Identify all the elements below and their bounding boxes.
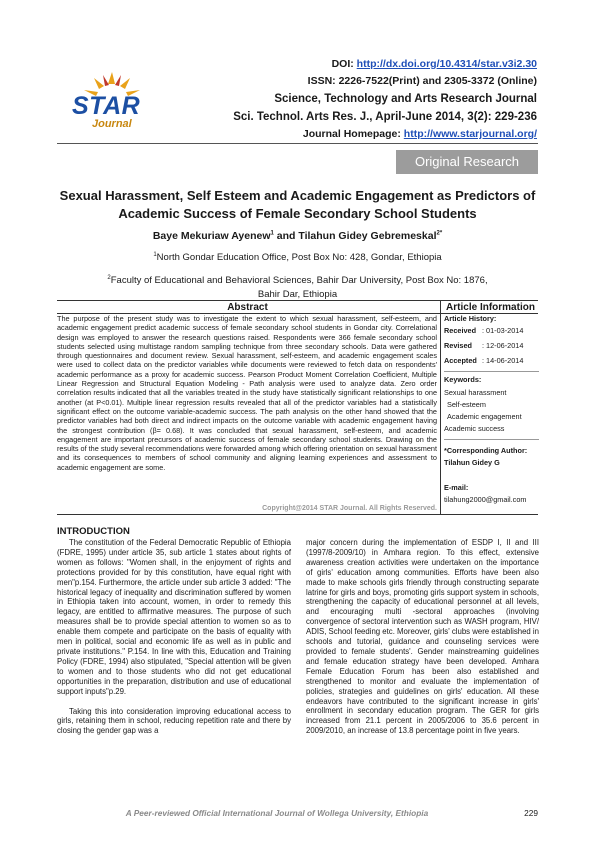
article-info-panel (444, 314, 539, 505)
body-paragraph: Taking this into consideration improving educational access to girls, retaining them in school, reducing repetition rate and there by closing the gender gap was a (57, 706, 291, 736)
accepted-row (444, 353, 539, 368)
copyright-notice: Copyright@2014 STAR Journal. All Rights Reserved. (262, 505, 437, 512)
affiliation-2-line-2: Bahir Dar, Ethiopia (257, 289, 338, 301)
affiliation-2 (57, 271, 538, 302)
logo-journal-text: Journal (92, 118, 132, 130)
info-separator (444, 371, 539, 372)
keyword-item: Self-esteem (447, 399, 486, 409)
page-number: 229 (524, 808, 538, 818)
logo-star-text: STAR (72, 92, 141, 120)
affiliation-1 (57, 252, 538, 263)
keywords-label: Keywords: (444, 375, 482, 385)
info-separator (444, 439, 539, 440)
revised-row (444, 338, 539, 353)
page-footer (57, 808, 538, 822)
journal-header (233, 56, 537, 143)
homepage-label: Journal Homepage: (302, 128, 404, 140)
footer-text: A Peer-reviewed Official International Journal of Wollega University, Ethiopia (125, 808, 429, 818)
email-label: E-mail: (444, 483, 469, 493)
abstract-text: The purpose of the present study was to investigate the extent to which sexual harassment, self-esteem, and academic engagement predict academic success of female secondary school students in Gondar city. Correlational design was employed to answer the research questions raised. Respondents were 366 female secondary school students selected using multistage random sampling technique from three secondary schools. Data were gathered through questionnaires and document review. Sexual harassment, self-esteem, and academic engagement scales were used to collect data on the predictor variables while documents were reviewed to fetch data on respondents' academic performance as a proxy for academic success. Pearson Product Moment Correlation Coefficient, Multiple Linear Regression and Structural Equation Modeling - Path analysis were used to analyze data. Zero order correlation results indicated that all the variables treated in the study have statistically significant relationships to one another (at P<0.01). Multiple linear regression results revealed that all of the predictor variables had a statistically significant effect on the outcome variable-academic success. The path analysis on the other hand showed that the predictor variables had both direct and indirect impacts on the outcome variable with academic engagement having the strongest contribution (β= 0.68). It was concluded that sexual harassment, self-esteem, and academic engagement are important precursors of academic success of female secondary school students. Drawing on the results of the study several recommendations were forwarded among which offering orientation on sexual harassment and its consequences to members of school community and aligning learning experiences and assessment to academic engagement are some. (57, 314, 437, 472)
author-2-sup: 2* (436, 230, 443, 237)
header-divider (57, 143, 538, 144)
doi-link[interactable]: http://dx.doi.org/10.4314/star.v3i2.30 (356, 58, 537, 70)
corresponding-label: *Corresponding Author: (444, 445, 528, 455)
body-paragraph: The constitution of the Federal Democratic Republic of Ethiopia (FDRE, 1995) under article 35, sub article 1 states about rights of women as follows: "Women shall, in the enjoyment of rights and protections provided for by this constitution, have equal right with men"p.154. Furthermore, the article under sub article 3 added: "The historical legacy of inequality and discrimination suffered by women in Ethiopia taken into account, women, in order to remedy this legacy, are entitled to affirmative measures. The purpose of such measures shall be to provide special attention to women so as to enable them compete and participate on the basis of equality with men in political, social and economic life as well as in public and private institutions." P.154. In line with this, Education and Training Policy (FDRE, 1994) also stipulated, "Special attention will be given to women and to those students who did not get educational opportunities in the preparation, distribution and use of educational support inputs"p.29. (57, 538, 291, 696)
homepage-line (233, 126, 537, 143)
affiliation-1-sup: 1 (153, 252, 157, 258)
homepage-link[interactable]: http://www.starjournal.org/ (403, 128, 537, 140)
doi-line (233, 56, 537, 73)
received-value: : 01-03-2014 (482, 326, 524, 336)
article-info-heading: Article Information (446, 302, 535, 313)
affiliation-1-text: North Gondar Education Office, Post Box No: 428, Gondar, Ethiopia (156, 252, 442, 264)
keyword-item: Academic success (444, 423, 505, 433)
title-line-1: Sexual Harassment, Self Esteem and Academic Engagement as Predictors of (59, 188, 536, 203)
issn-line: ISSN: 2226-7522(Print) and 2305-3372 (Online) (307, 75, 537, 87)
received-row (444, 323, 539, 338)
author-1-sup: 1 (270, 230, 274, 237)
abstract-top-rule (57, 300, 538, 301)
author-1: Baye Mekuriaw Ayenew (152, 230, 271, 242)
keyword-item: Sexual harassment (444, 387, 507, 397)
revised-value: : 12-06-2014 (482, 341, 524, 351)
journal-logo (72, 72, 152, 142)
corresponding-name: Tilahun Gidey G (444, 457, 500, 467)
title-line-2: Academic Success of Female Secondary School Students (118, 206, 477, 221)
keyword-item: Academic engagement (447, 411, 522, 421)
accepted-label: Accepted (444, 356, 477, 366)
author-connector: and (273, 230, 299, 242)
history-label: Article History: (444, 314, 497, 323)
abstract-column-divider (440, 301, 441, 514)
body-column-left (57, 538, 291, 736)
received-label: Received (444, 326, 477, 336)
affiliation-2-sup: 2 (107, 275, 111, 281)
abstract-heading: Abstract (227, 302, 268, 313)
article-title (57, 187, 538, 223)
accepted-value: : 14-06-2014 (482, 356, 524, 366)
author-2: Tilahun Gidey Gebremeskal (298, 230, 437, 242)
author-list (57, 230, 538, 242)
affiliation-2-line-1: Faculty of Educational and Behavioral Sciences, Bahir Dar University, Post Box No: 1876, (110, 275, 488, 287)
abstract-bottom-rule (57, 514, 538, 515)
email-value[interactable]: tilahung2000@gmail.com (444, 495, 527, 505)
doi-label: DOI: (331, 58, 357, 70)
body-paragraph: major concern during the implementation of ESDP I, II and III (1997/8-2009/10) in Amhara region. To this effect, extensive awareness creation activities were undertaken on the importance of girls' education among communities. Efforts have been also made to make schools girls friendly through constructing separate latrine for girls and boys, promoting girls support system in schools, strengthening the capacity of educational personnel at all levels, and encouraging multi -sectoral approaches (involving convergence of sectoral intervention such as WASH program, HIV/ ADIS, School feeding etc. Moreover, girls' clubs were established in schools and tutorial, guidance and counseling services were provided to female students'. Gender mainstreaming guidelines and female education strategy have been developed. Amhara Female Education Forum has been also established and strengthened to monitor and evaluate the implementation of policies, strategies and guidelines on girls' education. All these endeavors have contributed to the significant increase in girls' enrollment in secondary education program. The GER for girls increased from 21.1 percent in 2005/2006 to 35.6 percent in 2009/2010, an increase of 13.8 percentage point in five years. (306, 538, 539, 736)
journal-name: Science, Technology and Arts Research Journal (274, 93, 537, 105)
introduction-heading: INTRODUCTION (57, 526, 130, 537)
body-column-right (306, 538, 539, 736)
article-type-badge: Original Research (396, 150, 538, 174)
revised-label: Revised (444, 341, 472, 351)
citation-line: Sci. Technol. Arts Res. J., April-June 2014, 3(2): 229-236 (233, 111, 537, 123)
